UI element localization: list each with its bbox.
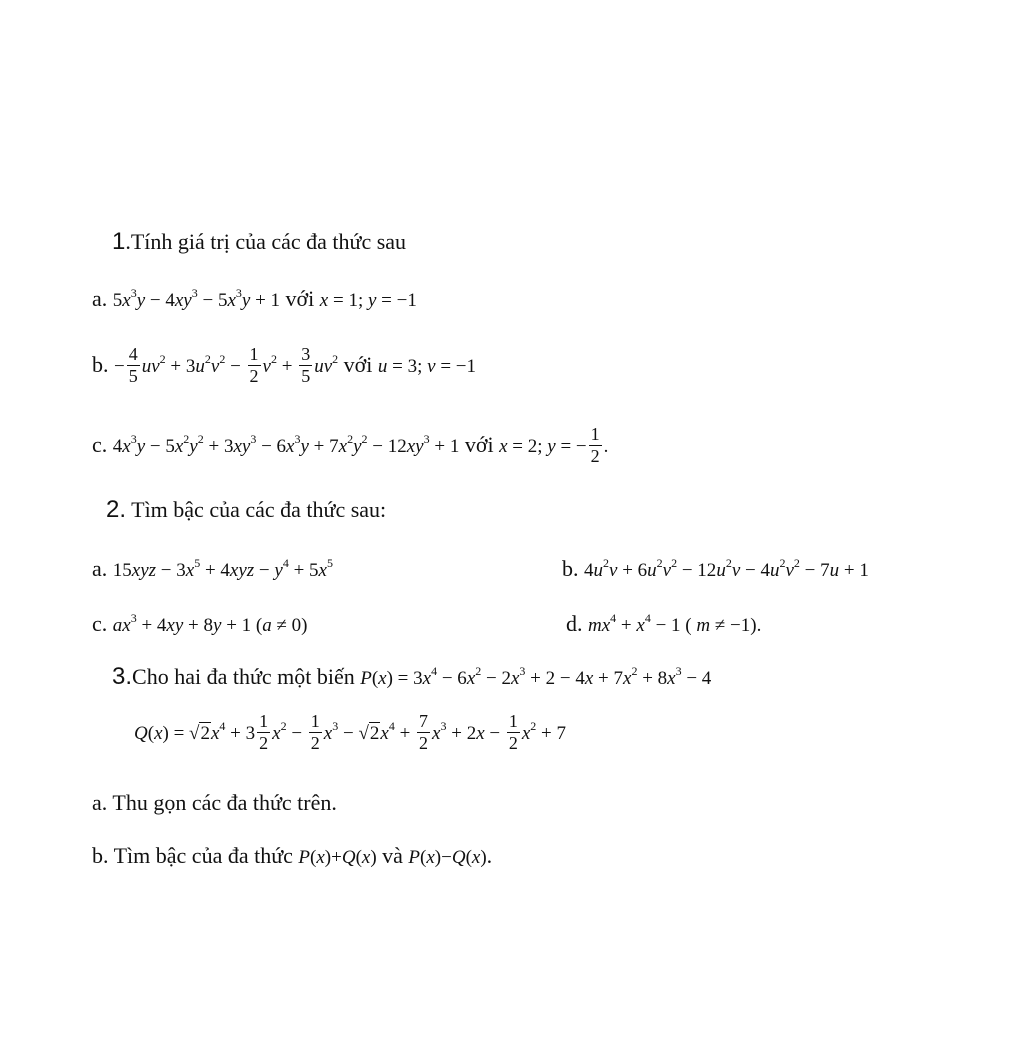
q2-title: Tìm bậc của các đa thức sau: (131, 497, 387, 522)
q1a-condition: x = 1; y = −1 (319, 290, 417, 311)
q2d-line (566, 613, 761, 635)
q1-number: 1 (112, 228, 126, 255)
q1c-label: c. (92, 431, 108, 457)
q1-heading (112, 230, 406, 254)
q1b-condition: u = 3; v = −1 (377, 355, 476, 377)
q1b-with: với (343, 351, 373, 377)
q1b-label: b. (92, 351, 109, 377)
q1a-with: với (285, 286, 315, 311)
q3-number: 3. (112, 663, 133, 690)
q3b-line (92, 845, 492, 867)
q1a-expression: $5x^3y - 4xy^3 - 5x^3y + 1$ (112, 286, 281, 311)
q1a-label: a. (92, 286, 108, 311)
q1b-expression: − $\frac{4}{5}$ $uv^2 + 3u^2v^2$ − $\frac{1}{2}$ $v^2$ + $\frac{3}{5}$ $uv^2$ (114, 344, 339, 386)
q3-p-polynomial: $P(x) = 3x^4 - 6x^2 - 2x^3 + 2 - 4x + 7x^2 + 8x^3 - 4$ (360, 664, 712, 689)
q3b-difference: P(x)−Q(x) (408, 847, 487, 868)
q1c-with: với (464, 431, 494, 457)
q1c-line (92, 424, 609, 468)
q3-q-polynomial: $Q(x) = √2x^4 + 3$ $\frac{1}{2}$ $x^2$ − $\frac{1}{2}$ $x^3 - √2x^4$ + $\frac{7}{2}$ $x^3 + 2x$ − $\frac{1}{2}$ $x^2 + 7$ (134, 711, 567, 753)
q2a-line (92, 558, 333, 580)
q2c-expression: $ax^3 + 4xy + 8y + 1$ (a ≠ 0) (112, 611, 308, 636)
q3a-line (92, 792, 337, 814)
q3-title: Cho hai đa thức một biến (132, 664, 355, 689)
q1a-line (92, 288, 417, 310)
q3a-text: Thu gọn các đa thức trên. (112, 790, 337, 815)
q1b-line (92, 344, 476, 388)
q2b-expression: $4u^2v + 6u^2v^2 - 12u^2v - 4u^2v^2 - 7u + 1$ (584, 556, 869, 581)
q2c-line (92, 613, 308, 635)
q3b-end: . (486, 843, 493, 868)
q3b-label: b. (92, 843, 109, 868)
q2-heading (106, 498, 386, 522)
q2a-label: a. (92, 556, 108, 581)
q3b-and: và (382, 843, 403, 868)
q2d-label: d. (566, 611, 583, 636)
q3-heading (112, 665, 711, 689)
q2b-line (562, 558, 869, 580)
q2b-label: b. (562, 556, 579, 581)
q1c-expression: $4x^3y - 5x^2y^2 + 3xy^3 - 6x^3y + 7x^2y^2 - 12xy^3 + 1$ (112, 431, 460, 457)
q2c-label: c. (92, 611, 108, 636)
q3b-sum: P(x)+Q(x) (298, 847, 377, 868)
q3b-text: Tìm bậc của đa thức (113, 843, 293, 868)
q3a-label: a. (92, 790, 108, 815)
q1-title: .Tính giá trị của các đa thức sau (125, 229, 407, 254)
q2d-expression: $mx^4 + x^4 - 1$ ( m ≠ −1). (588, 611, 762, 636)
q2a-expression: $15xyz - 3x^5 + 4xyz - y^4 + 5x^5$ (112, 556, 333, 581)
q1c-condition: x = 2; y = − $\frac{1}{2}$ . (499, 424, 609, 466)
q2-number: 2. (106, 496, 127, 523)
q3-q-line (134, 711, 567, 755)
